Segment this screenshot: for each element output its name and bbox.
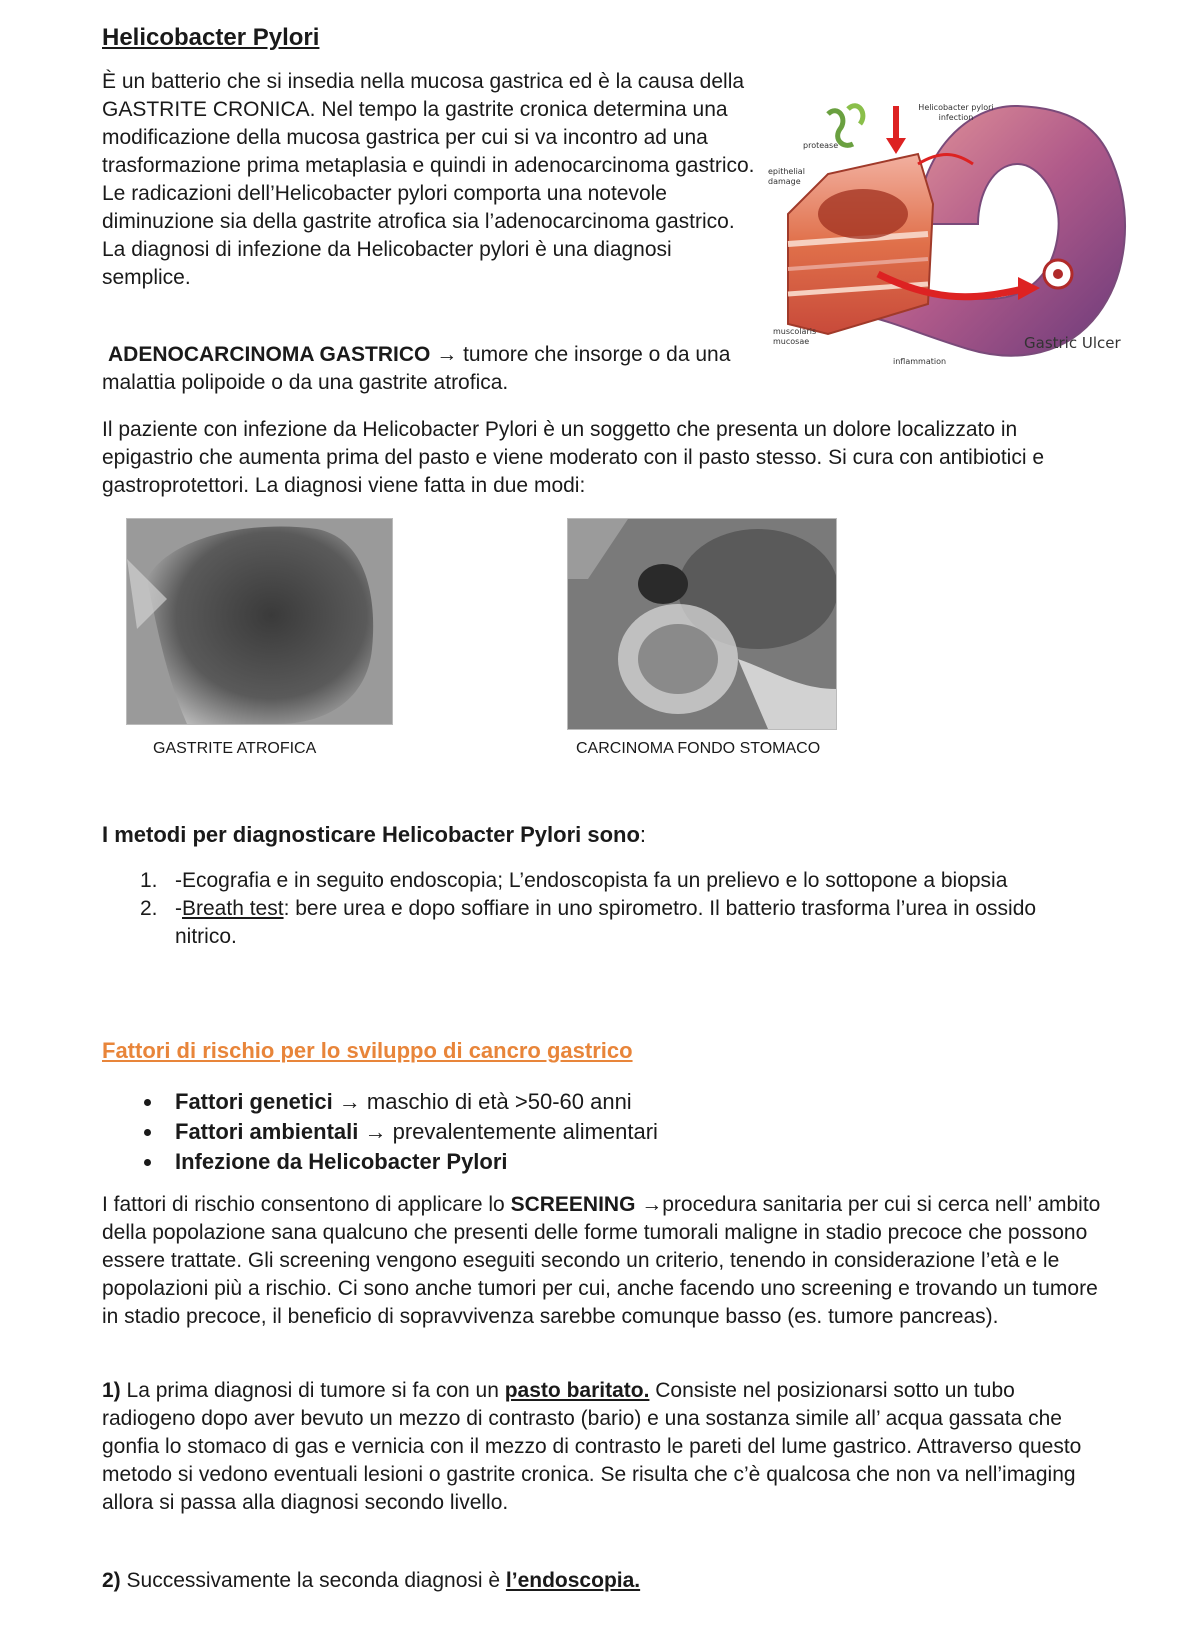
label-muscolaris-1: muscolaris [773,327,817,336]
breath-test-term: Breath test [182,897,284,920]
second-diagnosis-number: 2) [102,1569,121,1592]
intro-paragraph: È un batterio che si insedia nella mucosa gastrica ed è la causa della GASTRITE CRONICA. Nel tempo la gastrite cronica determina una modificazione della mucosa gastrica per cui si va incontro ad una trasformazione prima metaplasia e quindi in adenocarcinoma gastrico. Le radicazioni dell’Helicobacter pylori comporta una notevole diminuzione sia della gastrite atrofica sia l’adenocarcinoma gastrico. La diagnosi di infezione da Helicobacter pylori è una diagnosi semplice. [102,70,755,289]
methods-heading [102,822,646,848]
risk-factors-heading: Fattori di rischio per lo sviluppo di cancro gastrico [102,1038,633,1063]
label-gastric-ulcer: Gastric Ulcer [1024,334,1121,352]
first-diagnosis-pre: La prima diagnosi di tumore si fa con un [120,1379,505,1402]
bullet-icon [144,1099,151,1106]
methods-item [102,867,1092,895]
methods-item-text: : bere urea e dopo soffiare in uno spirometro. Il batterio trasforma l’urea in ossido nitrico. [175,897,1037,948]
methods-heading-colon: : [639,822,647,847]
adenocarcinoma-paragraph [102,341,742,397]
risk-factor-name: Fattori genetici [175,1089,339,1114]
screening-post: →procedura sanitaria per cui si cerca nell’ ambito della popolazione sana qualcuno che presenti delle forme tumorali maligne in stadio precoce che possono essere trattate. Gli screening vengono eseguiti secondo un criterio, tenendo in considerazione l’età e le popolazioni più a rischio. Ci sono anche tumori per cui, anche facendo uno screening e trovando un tumore in stadio precoce, il beneficio di sopravvivenza sarebbe comunque basso (es. tumore pancreas). [102,1193,1101,1328]
risk-factor-name: Fattori ambientali [175,1119,359,1144]
first-diagnosis-number: 1) [102,1379,121,1402]
bullet-icon [144,1159,151,1166]
methods-item-prefix: - [175,897,182,920]
label-infection-2: infection [938,113,974,122]
risk-factor-item [102,1087,1002,1117]
bullet-icon [144,1129,151,1136]
adenocarcinoma-rest: tumore che insorge o da una malattia polipoide o da una gastrite atrofica. [102,343,731,394]
second-diagnosis-pre: Successivamente la seconda diagnosi è [120,1569,506,1592]
label-epithelial-1: epithelial [768,167,805,176]
screening-term: SCREENING [510,1193,636,1216]
label-infection-1: Helicobacter pylori [918,103,994,112]
label-protease: protease [803,141,839,150]
methods-heading-text: I metodi per diagnosticare Helicobacter Pylori sono [102,822,640,847]
risk-factor-detail: → prevalentemente alimentari [358,1119,658,1144]
methods-item-number: 2. [140,897,158,920]
arrow-glyph: → [436,343,458,366]
pasto-baritato-term: pasto baritato. [504,1379,650,1402]
risk-factor-detail: → maschio di età >50-60 anni [338,1089,632,1114]
label-muscolaris-2: mucosae [773,337,810,346]
methods-item [102,895,1092,951]
risk-factors-list [102,1087,1002,1177]
methods-item-text: -Ecografia e in seguito endoscopia; L’endoscopista fa un prelievo e lo sottopone a biopsia [175,869,1008,892]
label-inflammation: inflammation [893,357,947,366]
screening-paragraph [102,1191,1102,1331]
screening-pre: I fattori di rischio consentono di applicare lo [102,1193,511,1216]
xray-carcinoma-fondo-stomaco [567,518,837,730]
first-diagnosis-paragraph [102,1377,1102,1517]
risk-factor-item [102,1117,1002,1147]
page-title: Helicobacter Pylori [102,24,320,51]
first-diagnosis-post: Consiste nel posizionarsi sotto un tubo radiogeno dopo aver bevuto un mezzo di contrasto (bario) e una sostanza simile all’ acqua gassata che gonfia lo stomaco di gas e vernicia con il mezzo di contrasto le pareti del lume gastrico. Attraverso questo metodo si vedono eventuali lesioni o gastrite cronica. Se risulta che c’è qualcosa che non va nell’imaging allora si passa alla diagnosi secondo livello. [102,1379,1082,1514]
adenocarcinoma-lead: ADENOCARCINOMA GASTRICO [108,343,431,366]
second-diagnosis-paragraph [102,1567,1102,1595]
caption-gastrite-atrofica: GASTRITE ATROFICA [153,740,317,757]
risk-factor-name: Infezione da Helicobacter Pylori [175,1149,508,1174]
caption-carcinoma-fondo-stomaco: CARCINOMA FONDO STOMACO [576,740,821,757]
methods-item-number: 1. [140,869,158,892]
stomach-ulcer-illustration [768,94,1148,386]
methods-list [102,867,1092,951]
label-epithelial-2: damage [768,177,801,186]
xray-gastrite-atrofica [126,518,393,725]
patient-paragraph: Il paziente con infezione da Helicobacter Pylori è un soggetto che presenta un dolore localizzato in epigastrio che aumenta prima del pasto e viene moderato con il pasto stesso. Si cura con antibiotici e gastroprotettori. La diagnosi viene fatta in due modi: [102,418,1045,497]
endoscopia-term: l’endoscopia. [505,1569,641,1592]
risk-factor-item [102,1147,1002,1177]
